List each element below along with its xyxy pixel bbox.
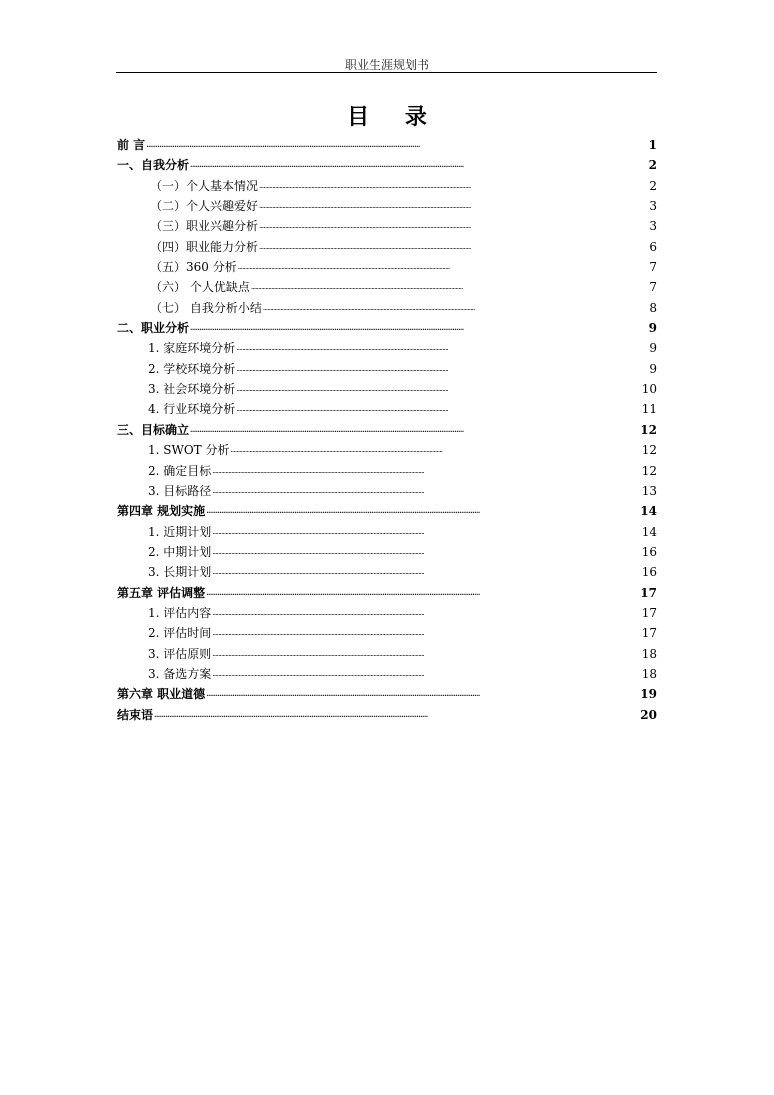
toc-title: 目 录 [347, 104, 441, 130]
dot-leader [212, 623, 640, 643]
toc-page-number: 9 [649, 341, 657, 356]
toc-entry-text: （七） 自我分析小结 [150, 300, 262, 315]
dot-leader [236, 399, 640, 419]
toc-entry-social-env[interactable] [117, 379, 657, 399]
toc-entry-swot[interactable] [117, 440, 657, 460]
toc-entry-text: 2. 学校环境分析 [148, 361, 236, 376]
toc-entry-basic-info[interactable] [117, 176, 657, 196]
toc-page-number: 19 [640, 687, 657, 702]
dot-leader [146, 135, 647, 155]
dot-leader [259, 196, 648, 216]
toc-entry-industry-env[interactable] [117, 399, 657, 419]
dot-leader [206, 501, 639, 521]
toc-entry-career-analysis[interactable] [117, 318, 657, 338]
toc-entry-text: （六） 个人优缺点 [150, 280, 250, 295]
table-of-contents [117, 135, 657, 725]
toc-entry-chapter-5[interactable] [117, 583, 657, 603]
toc-page-number: 14 [640, 504, 657, 519]
toc-page-number: 2 [648, 158, 657, 173]
toc-entry-text: 1. 评估内容 [148, 605, 212, 620]
toc-entry-eval-time[interactable] [117, 623, 657, 643]
toc-entry-eval-content[interactable] [117, 603, 657, 623]
toc-entry-conclusion[interactable] [117, 705, 657, 725]
toc-page-number: 16 [641, 565, 657, 580]
toc-entry-school-env[interactable] [117, 359, 657, 379]
toc-entry-preface[interactable] [117, 135, 657, 155]
toc-entry-360-analysis[interactable] [117, 257, 657, 277]
toc-page-number: 20 [640, 707, 657, 722]
toc-entry-text: （四）职业能力分析 [150, 239, 259, 254]
dot-leader [190, 155, 648, 175]
toc-page-number: 16 [641, 544, 657, 559]
toc-entry-text: （一）个人基本情况 [150, 178, 259, 193]
toc-page-number: 12 [640, 422, 657, 437]
toc-entry-mid-term[interactable] [117, 542, 657, 562]
toc-page-number: 13 [641, 483, 657, 498]
toc-entry-career-interest[interactable] [117, 216, 657, 236]
header-rule [116, 72, 657, 73]
dot-leader [236, 379, 640, 399]
toc-entry-text: 4. 行业环境分析 [148, 402, 236, 417]
dot-leader [259, 237, 648, 257]
dot-leader [259, 216, 648, 236]
toc-page-number: 7 [649, 280, 657, 295]
toc-page-number: 1 [648, 138, 657, 152]
toc-entry-text: 3. 评估原则 [148, 646, 212, 661]
toc-page-number: 3 [649, 219, 657, 234]
toc-page-number: 11 [641, 402, 657, 417]
toc-page-number: 17 [641, 605, 657, 620]
toc-entry-long-term[interactable] [117, 562, 657, 582]
dot-leader [190, 318, 648, 338]
toc-entry-strengths-weaknesses[interactable] [117, 277, 657, 297]
toc-page-number: 12 [641, 463, 657, 478]
dot-leader [251, 277, 648, 297]
dot-leader [238, 257, 648, 277]
dot-leader [154, 705, 639, 725]
toc-page-number: 17 [640, 585, 657, 600]
toc-entry-text: 1. 近期计划 [148, 524, 212, 539]
dot-leader [190, 420, 639, 440]
dot-leader [212, 522, 640, 542]
toc-entry-text: （五）360 分析 [150, 260, 237, 275]
toc-entry-text: 第六章 职业道德 [117, 687, 206, 702]
dot-leader [259, 176, 648, 196]
toc-page-number: 3 [649, 199, 657, 214]
toc-entry-text: 二、职业分析 [117, 321, 190, 336]
toc-entry-text: 2. 中期计划 [148, 544, 212, 559]
toc-entry-text: 3. 目标路径 [148, 483, 212, 498]
toc-entry-self-summary[interactable] [117, 298, 657, 318]
toc-entry-text: 3. 长期计划 [148, 565, 212, 580]
toc-entry-text: 结束语 [117, 707, 154, 722]
toc-entry-chapter-6[interactable] [117, 684, 657, 704]
toc-entry-text: 一、自我分析 [117, 158, 190, 173]
toc-page-number: 6 [649, 239, 657, 254]
dot-leader [212, 542, 640, 562]
dot-leader [212, 644, 640, 664]
dot-leader [212, 664, 640, 684]
dot-leader [212, 461, 640, 481]
dot-leader [212, 603, 640, 623]
toc-entry-text: 第五章 评估调整 [117, 585, 206, 600]
dot-leader [230, 440, 640, 460]
toc-page-number: 8 [649, 300, 657, 315]
toc-entry-goal-path[interactable] [117, 481, 657, 501]
toc-entry-family-env[interactable] [117, 338, 657, 358]
toc-entry-text: （二）个人兴趣爱好 [150, 199, 259, 214]
toc-entry-hobbies[interactable] [117, 196, 657, 216]
dot-leader [212, 562, 640, 582]
toc-entry-define-goal[interactable] [117, 461, 657, 481]
toc-entry-goal-setting[interactable] [117, 420, 657, 440]
toc-entry-text: 2. 确定目标 [148, 463, 212, 478]
toc-entry-text: 第四章 规划实施 [117, 504, 206, 519]
toc-entry-self-analysis[interactable] [117, 155, 657, 175]
dot-leader [212, 481, 640, 501]
toc-entry-eval-principle[interactable] [117, 644, 657, 664]
dot-leader [263, 298, 648, 318]
toc-entry-text: （三）职业兴趣分析 [150, 219, 259, 234]
toc-page-number: 14 [641, 524, 657, 539]
toc-entry-text: 1. 家庭环境分析 [148, 341, 236, 356]
toc-entry-text: 3. 备选方案 [148, 666, 212, 681]
toc-page-number: 10 [641, 382, 657, 397]
toc-page-number: 9 [649, 361, 657, 376]
toc-page-number: 18 [641, 666, 657, 681]
toc-page-number: 7 [649, 260, 657, 275]
toc-entry-career-ability[interactable] [117, 237, 657, 257]
running-header: 职业生涯规划书 [344, 58, 429, 72]
toc-entry-text: 2. 评估时间 [148, 626, 212, 641]
toc-entry-text: 三、目标确立 [117, 422, 190, 437]
toc-page-number: 18 [641, 646, 657, 661]
toc-entry-short-term[interactable] [117, 522, 657, 542]
toc-page-number: 9 [648, 321, 657, 336]
toc-entry-chapter-4[interactable] [117, 501, 657, 521]
toc-page-number: 2 [649, 178, 657, 193]
toc-entry-text: 1. SWOT 分析 [148, 443, 230, 458]
dot-leader [236, 359, 648, 379]
toc-entry-alternative-plan[interactable] [117, 664, 657, 684]
toc-entry-text: 3. 社会环境分析 [148, 382, 236, 397]
toc-entry-text: 前 言 [117, 138, 146, 152]
dot-leader [236, 338, 648, 358]
toc-page-number: 12 [641, 443, 657, 458]
toc-page-number: 17 [641, 626, 657, 641]
dot-leader [206, 684, 639, 704]
dot-leader [206, 583, 639, 603]
